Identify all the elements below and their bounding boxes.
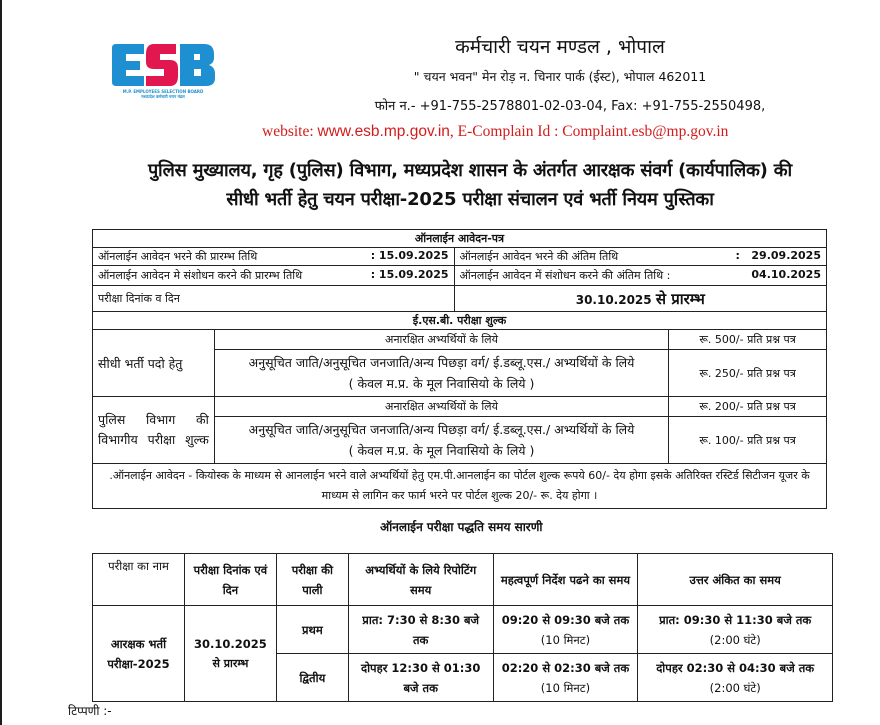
fee-group-label: सीधी भर्ती पदो हेतु <box>93 330 215 397</box>
fee-amount: रू. 200/- प्रति प्रश्न पत्र <box>669 397 827 417</box>
edit-start-date-value: : 15.09.2025 <box>370 268 449 281</box>
table-row <box>93 464 827 509</box>
fee-amount: रू. 250/- प्रति प्रश्न पत्र <box>669 350 827 397</box>
instruction-time <box>493 606 638 654</box>
instruction-duration: (10 मिनट) <box>540 680 591 695</box>
answer-duration: (2:00 घंटे) <box>709 632 761 647</box>
document-title-line1: पुलिस मुख्यालय, गृह (पुलिस) विभाग, मध्यप्रदेश शासन के अंतर्गत आरक्षक संवर्ग (कार्यपालिक) की <box>147 160 793 181</box>
table-row <box>93 266 827 286</box>
exam-name: आरक्षक भर्ती परीक्षा-2025 <box>93 606 185 702</box>
edit-end-date-label: ऑनलाईन आवेदन में संशोधन करने की अंतिम तिथि : <box>459 269 671 282</box>
answer-time-range: दोपहर 02:30 से 04:30 बजे तक <box>656 660 815 675</box>
date-cell <box>454 248 826 266</box>
answer-time <box>638 606 833 654</box>
date-cell <box>93 248 455 266</box>
phone-fax: फोन न.- +91-755-2578801-02-03-04, Fax: +91-755-2550498, <box>374 99 766 114</box>
complaint-email[interactable]: , E-Complain Id : Complaint.esb@mp.gov.in <box>449 123 729 140</box>
date-cell <box>454 266 826 286</box>
logo-subtitle <box>108 89 218 99</box>
document-title-line2: सीधी भर्ती हेतु चयन परीक्षा-2025 परीक्षा संचालन एवं भर्ती नियम पुस्तिका <box>226 189 714 210</box>
exam-date-label: परीक्षा दिनांक व दिन <box>93 286 455 312</box>
exam-date-cell <box>454 286 826 312</box>
esb-logo <box>108 42 218 102</box>
reporting-time: दोपहर 12:30 से 01:30 बजे तक <box>348 654 493 702</box>
website-line <box>262 123 862 141</box>
document-title <box>100 156 840 214</box>
exam-date-value: 30.10.2025 <box>194 636 267 651</box>
column-header: परीक्षा की पाली <box>276 554 348 606</box>
column-header: परीक्षा का नाम <box>93 554 185 606</box>
instruction-duration: (10 मिनट) <box>540 632 591 647</box>
fee-amount: रू. 500/- प्रति प्रश्न पत्र <box>669 330 827 350</box>
website-link[interactable]: www.esb.mp.gov.in <box>317 123 450 140</box>
website-label: website: <box>262 123 318 140</box>
column-header: महत्वपूर्ण निर्देश पढने का समय <box>493 554 638 606</box>
application-heading: ऑनलाईन आवेदन-पत्र <box>93 230 827 248</box>
exam-date <box>184 606 276 702</box>
schedule-table <box>92 553 833 702</box>
fee-group-label: पुलिस विभाग की विभागीय परीक्षा शुल्क <box>93 397 215 464</box>
answer-time <box>638 654 833 702</box>
exam-date-value: 30.10.2025 <box>575 292 652 307</box>
remark-label: टिप्पणी :- <box>68 704 112 718</box>
esb-logo-icon <box>108 42 218 88</box>
exam-date-suffix: से प्रारम्भ <box>655 289 705 308</box>
column-header: अभ्यर्थियों के लिये रिपोटिंग समय <box>348 554 493 606</box>
portal-fee-note: .ऑनलाईन आवेदन - कियोस्क के माध्यम से आनलाईन भरने वाले अभ्यर्थियों हेतु एम.पी.आनलाईन का पोर्टल शुल्क रूपये 60/- देय होगा इसके अतिरिक्त रस्टिर्ड सिटीजन यूजर के माध्यम से लागिन कर फार्म भरने पर पोर्टल शुल्क 20/- रू. देय होगा । <box>93 464 827 509</box>
answer-time-range: प्रात: 09:30 से 11:30 बजे तक <box>659 612 812 627</box>
fee-amount: रू. 100/- प्रति प्रश्न पत्र <box>669 417 827 464</box>
table-row <box>93 397 827 417</box>
date-cell <box>93 266 455 286</box>
exam-date-suffix: से प्रारम्भ <box>212 656 249 670</box>
instruction-time <box>493 654 638 702</box>
instruction-time-range: 02:20 से 02:30 बजे तक <box>501 660 630 675</box>
end-date-label: ऑनलाईन आवेदन भरने की अंतिम तिथि <box>459 250 619 263</box>
table-row <box>93 606 833 654</box>
column-header: परीक्षा दिनांक एवं दिन <box>184 554 276 606</box>
logo-subtitle-hi: मध्यप्रदेश कर्मचारी चयन मंडल <box>141 94 185 99</box>
answer-duration: (2:00 घंटे) <box>709 680 761 695</box>
shift-name: द्वितीय <box>276 654 348 702</box>
address: " चयन भवन" मेन रोड़ न. चिनार पार्क (ईस्ट), भोपाल 462011 <box>413 69 707 84</box>
fee-category: अनारक्षित अभ्यर्थियों के लिये <box>214 330 668 350</box>
table-header-row <box>93 554 833 606</box>
start-date-label: ऑनलाईन आवेदन भरने की प्रारम्भ तिथि <box>98 250 258 263</box>
org-name: कर्मचारी चयन मण्डल , भोपाल <box>455 36 665 58</box>
table-row <box>93 248 827 266</box>
table-row <box>93 330 827 350</box>
edit-end-date-value: 04.10.2025 <box>751 268 821 281</box>
edit-start-date-label: ऑनलाईन आवेदन मे संशोधन करने की प्रारम्भ तिथि <box>98 269 303 282</box>
column-header: उत्तर अंकित का समय <box>638 554 833 606</box>
fee-category: अनुसूचित जाति/अनुसूचित जनजाति/अन्य पिछड़ा वर्ग/ ई.डब्लू.एस./ अभ्यर्थियों के लिये ( केवल म.प्र. के मूल निवासियो के लिये ) <box>214 417 668 464</box>
end-date-value: : 29.09.2025 <box>735 249 821 262</box>
shift-name: प्रथम <box>276 606 348 654</box>
window-edge <box>0 0 2 725</box>
logo-subtitle-en: M.P. EMPLOYEES SELECTION BOARD <box>122 89 204 94</box>
start-date-value: : 15.09.2025 <box>370 249 449 262</box>
fee-category: अनारक्षित अभ्यर्थियों के लिये <box>214 397 668 417</box>
schedule-title: ऑनलाईन परीक्षा पद्धति समय सारणी <box>380 520 543 534</box>
reporting-time: प्रात: 7:30 से 8:30 बजे तक <box>348 606 493 654</box>
application-fee-table <box>92 229 827 509</box>
instruction-time-range: 09:20 से 09:30 बजे तक <box>501 612 630 627</box>
fee-category: अनुसूचित जाति/अनुसूचित जनजाति/अन्य पिछड़ा वर्ग/ ई.डब्लू.एस./ अभ्यर्थियों के लिये ( केवल म.प्र. के मूल निवासियो के लिये ) <box>214 350 668 397</box>
fee-heading: ई.एस.बी. परीक्षा शुल्क <box>93 312 827 330</box>
table-row <box>93 286 827 312</box>
